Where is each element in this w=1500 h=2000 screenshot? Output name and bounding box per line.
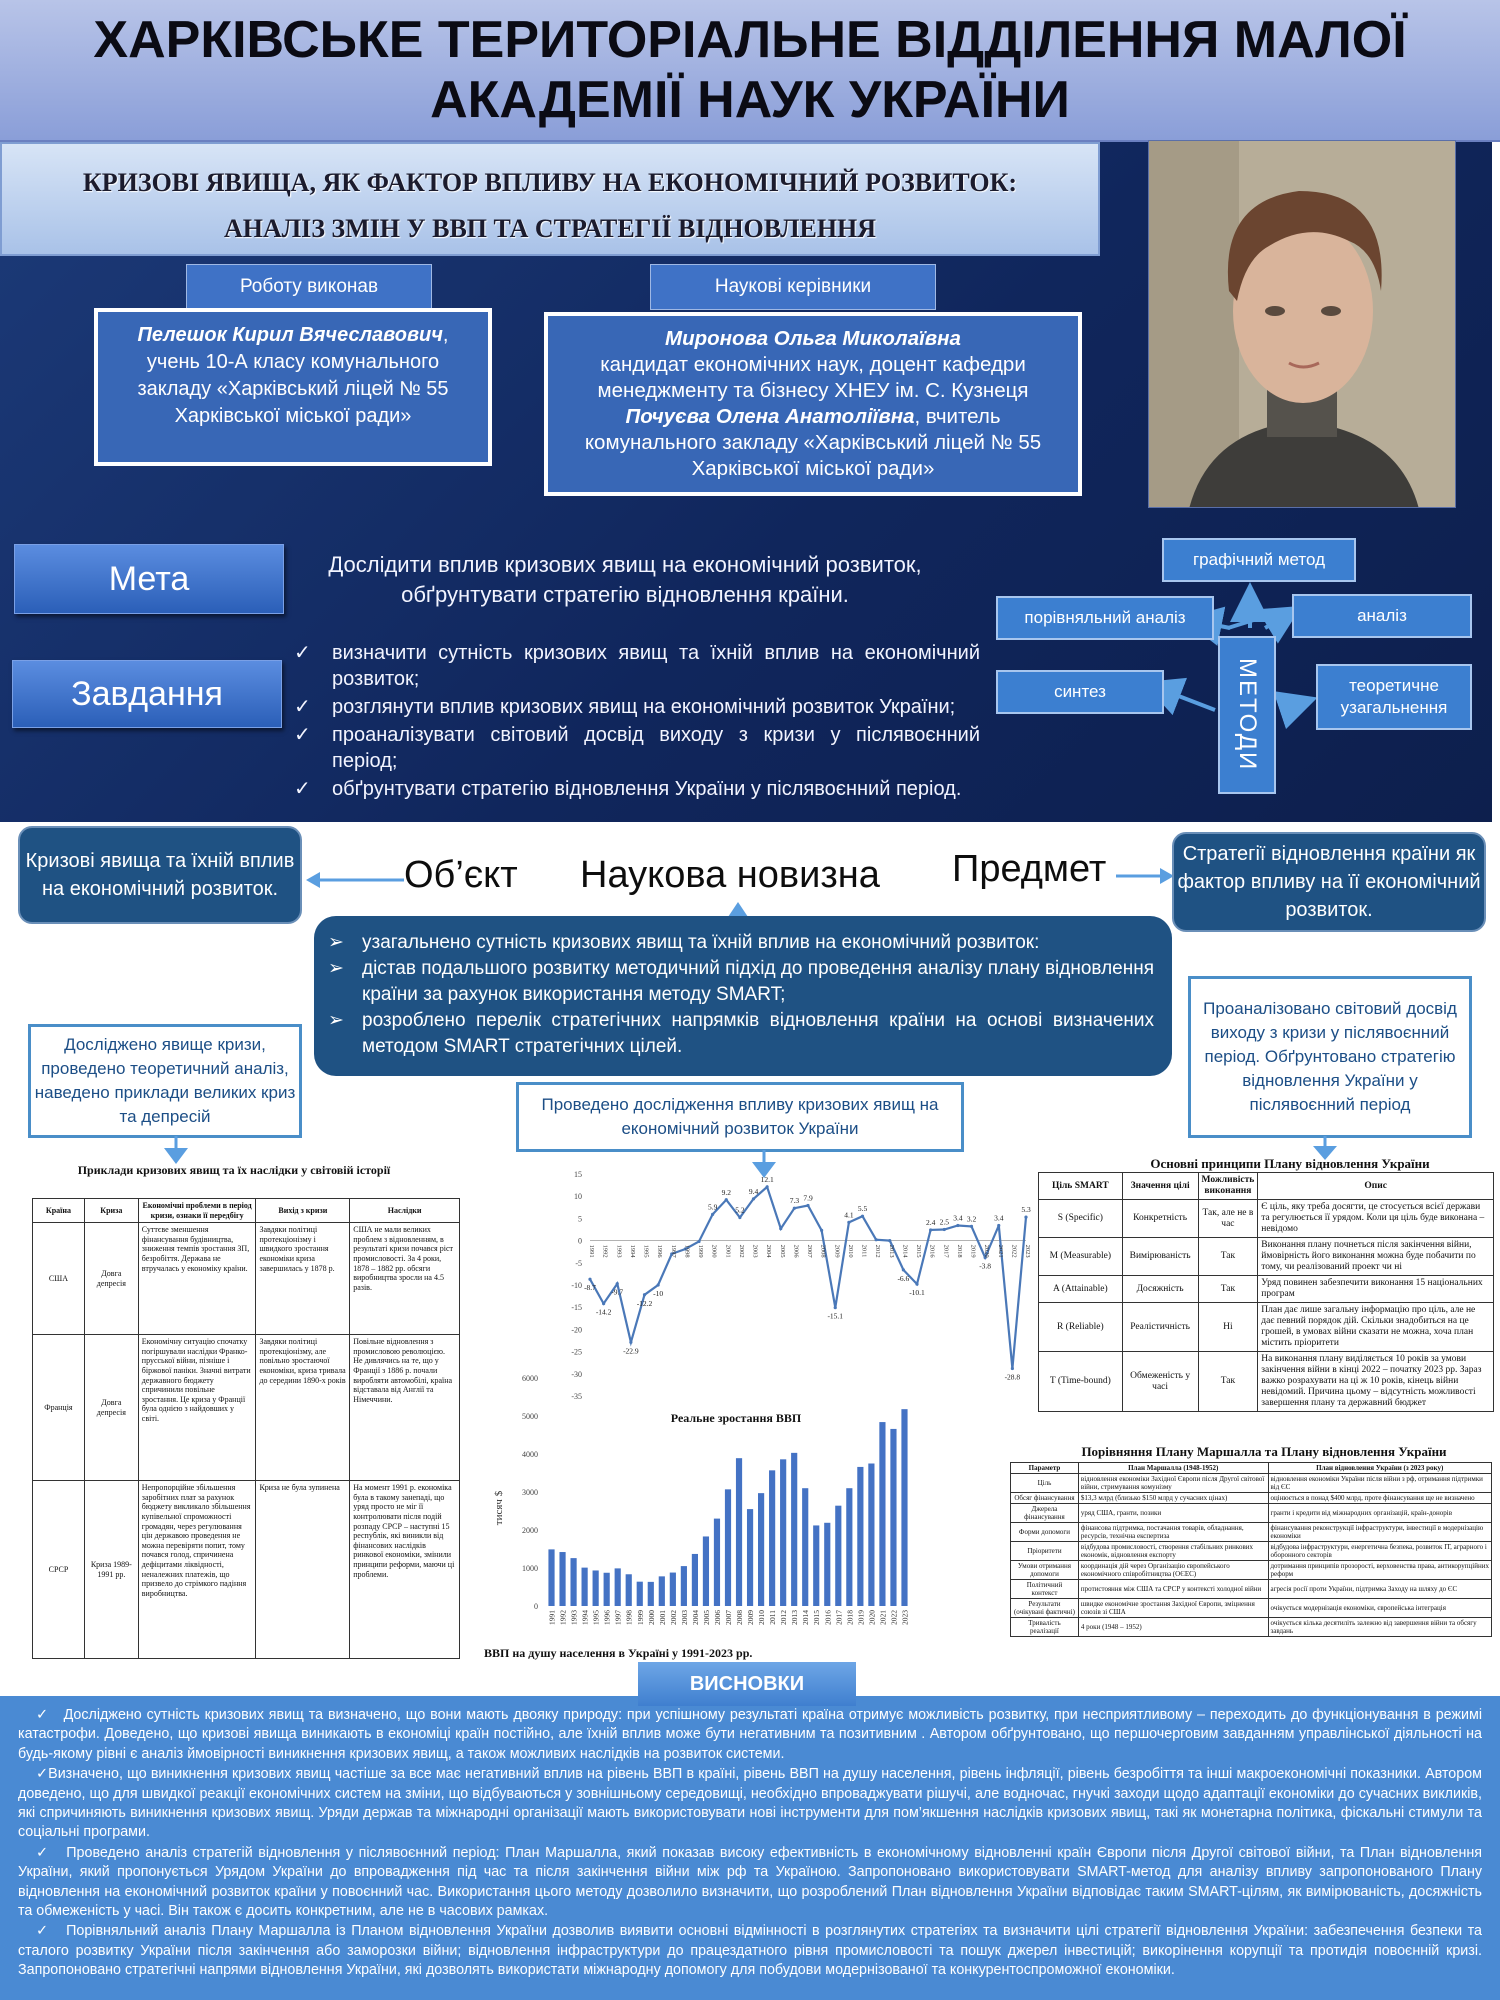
bar <box>714 1519 720 1606</box>
supervisor-2-name: Почуєва Олена Анатоліївна <box>625 405 915 428</box>
bar <box>824 1523 830 1606</box>
bar <box>570 1558 576 1606</box>
finding-left: Досліджено явище кризи, проведено теоретичний аналіз, наведено приклади великих криз та депресій <box>28 1024 302 1138</box>
data-point <box>657 1283 660 1286</box>
x-tick-label: 2001 <box>724 1244 732 1258</box>
x-tick-label: 1996 <box>656 1244 664 1258</box>
data-label: 12.1 <box>760 1174 774 1184</box>
table1-header: Економічні проблеми в період кризи, ознаки її передбігу <box>138 1199 256 1223</box>
x-tick-label: 1991 <box>547 1610 557 1625</box>
conclusion-paragraph: ✓ Порівняльний аналіз Плану Маршалла із Планом відновлення України дозволив виявити основні відмінності в розглянутих стратегіях та визначити цілі стратегії відновлення України: забезпечення безпеки та сталого розвитку України після закінчення або заморозки війни; відновлення інфраструктури до працездатного рівня промисловості та пошук джерел інвестицій; викорінення корупції та протидія повоєнній кризі. Запропоновано стратегічні напрями відновлення України, які дозволять використати міжнародну допомогу для побудови модернізованої та конкурентоспроможної економіки. <box>18 1923 1482 1979</box>
y-tick-label: 1000 <box>522 1564 538 1573</box>
data-point <box>834 1306 837 1309</box>
y-tick-label: 4000 <box>522 1450 538 1459</box>
method-analysis: аналіз <box>1292 594 1472 638</box>
y-tick-label: 5 <box>578 1214 582 1224</box>
data-label: -9.7 <box>611 1287 624 1297</box>
bar <box>769 1470 775 1606</box>
data-label: -22.9 <box>623 1346 639 1356</box>
data-label: -10.1 <box>909 1288 925 1298</box>
object-word: Об’єкт <box>404 854 518 896</box>
x-tick-label: 1999 <box>635 1610 645 1625</box>
x-tick-label: 2018 <box>955 1244 963 1258</box>
table-row: Тривалість реалізації 4 роки (1948 – 1952) очікується кілька десятиліть залежно від завершення війни та обсягу завдань <box>1011 1618 1492 1637</box>
data-point <box>970 1225 973 1228</box>
data-point <box>929 1228 932 1231</box>
table-row: R (Reliable) Реалістичність Ні План дає лише загальну інформацію про ціль, але не дає певний порядок дій. Скільки знадобиться на це грошей, в умовах війни сказати не можна, хоча план містить пріоритети <box>1039 1303 1494 1352</box>
x-tick-label: 2016 <box>823 1610 833 1625</box>
x-tick-label: 2013 <box>790 1610 800 1625</box>
x-tick-label: 2006 <box>712 1610 722 1625</box>
table-row: Форми допомоги фінансова підтримка, постачання товарів, обладнання, ресурсів, технічна експертиза фінансування реконструкції інфраструктури, інвестиції в модернізацію економіки <box>1011 1523 1492 1542</box>
x-tick-label: 1993 <box>615 1244 623 1258</box>
x-tick-label: 2007 <box>806 1244 813 1258</box>
x-tick-label: 2010 <box>846 1244 854 1258</box>
x-tick-label: 2015 <box>812 1610 822 1625</box>
data-label: -8.7 <box>584 1283 596 1293</box>
bar <box>615 1568 621 1606</box>
x-tick-label: 2019 <box>969 1244 977 1258</box>
conclusions <box>0 1696 1500 2000</box>
table3 <box>1010 1462 1492 1637</box>
data-label: -28.8 <box>1004 1372 1021 1382</box>
bar <box>593 1570 599 1606</box>
task-item: ✓ проаналізувати світовий досвід виходу з кризи у післявоєнний період; <box>294 724 980 772</box>
topic-box <box>0 142 1100 256</box>
x-tick-label: 1997 <box>613 1610 623 1625</box>
subject-arrow <box>1114 862 1174 890</box>
data-point <box>1024 1215 1027 1218</box>
conclusion-paragraph: ✓ Проведено аналіз стратегій відновлення у післявоєнний період: План Маршалла, який показав високу ефективність в економічному відновленні країн Європи після Другої світової війни, та План відновлення України, який пропонується Урядом України до впровадження під час та після закінчення війни між рф та Україною. Запропоновано використовувати SMART-метод для аналізу впливу запропонованого Плану відновлення на економічний розвиток країни у повоєнний час. Використання цього методу дозволило визначити, що розроблений План відновлення України відповідає таким SMART-цілям, як вимірюваність, досяжність та обмеженість у часі. Він також є досить конкретним, але не в часових рамках. <box>18 1844 1482 1920</box>
bar <box>901 1409 907 1606</box>
object-box: Кризові явища та їхній вплив на економічний розвиток. <box>18 826 302 924</box>
y-axis-label: тисяч $ <box>493 1490 505 1526</box>
author-desc: , учень 10-А класу комунального закладу «Харківський ліцей № 55 Харківської міської ради» <box>137 324 449 427</box>
table-row: Умови отримання допомоги координація дій через Організацію європейського економічного співробітництва (ОЄЕС) дотримання принципів прозорості, верховенства права, антикорупційних реформ <box>1011 1561 1492 1580</box>
data-label: -14.2 <box>595 1307 612 1317</box>
data-point <box>943 1228 946 1231</box>
table1 <box>32 1198 460 1659</box>
data-label: 5.2 <box>735 1205 745 1215</box>
supervisor-1-name: Миронова Ольга Миколаївна <box>665 327 961 350</box>
data-label: -10 <box>653 1289 664 1298</box>
y-tick-label: -10 <box>571 1281 582 1290</box>
x-tick-label: 2013 <box>887 1244 895 1258</box>
table3-title: Порівняння Плану Маршалла та Плану відновлення України <box>1081 1444 1447 1459</box>
table3-header: План відновлення України (з 2023 року) <box>1268 1463 1492 1474</box>
data-label: 9.4 <box>748 1186 759 1196</box>
x-tick-label: 2021 <box>878 1610 888 1625</box>
author-label: Роботу виконав <box>186 264 432 310</box>
marshall-plan-table <box>1010 1462 1492 1637</box>
topic-line-1: КРИЗОВІ ЯВИЩА, ЯК ФАКТОР ВПЛИВУ НА ЕКОНОМІЧНИЙ РОЗВИТОК: <box>82 168 1018 197</box>
table1-header: Країна <box>33 1199 85 1223</box>
data-label: 3.2 <box>966 1214 977 1224</box>
bar <box>868 1464 874 1607</box>
task-item: ✓ визначити сутність кризових явищ та їхній вплив на економічний розвиток; <box>294 642 980 690</box>
data-point <box>588 1278 591 1281</box>
y-tick-label: -25 <box>571 1347 582 1357</box>
portrait-image <box>1149 141 1456 508</box>
data-label: 9.2 <box>721 1187 731 1197</box>
data-point <box>915 1283 918 1286</box>
x-tick-label: 2009 <box>833 1244 841 1258</box>
table-row: A (Attainable) Досяжність Так Уряд повинен забезпечити виконання 15 національних програм <box>1039 1276 1494 1303</box>
data-point <box>820 1229 823 1232</box>
arrow-bullet-icon: ➢ <box>328 958 344 979</box>
table-row: Франція Довга депресія Економічну ситуацію спочатку погіршували наслідки Франко-прусської війни, пізніше і біржової паніки. Значні витрати державного бюджету спричинили повільне зростання. Це криза у Франції була однією з найдовших у світі. Завдяки політиці протекціонізму, але повільно зростаючої економіки, криза тривала до середини 1890-х років Повільне відновлення з промисловою революцією. Не дивлячись на те, що у Франції з 1886 р. почали виробляти автомобілі, країна відставала від Англії та Німеччини. <box>33 1335 460 1481</box>
table-row: Результати (очікувані фактичні) швидке економічне зростання Західної Європи, зміцнення союзів зі США очікується модернізація економіки, європейська інтеграція <box>1011 1599 1492 1618</box>
table1-header: Наслідки <box>350 1199 460 1223</box>
table-row: M (Measurable) Вимірюваність Так Виконання плану почнеться після закінчення війни, ймовірність його виконання можна буде побачити по тому, чи реалізований проект чи ні <box>1039 1238 1494 1276</box>
data-point <box>888 1239 891 1242</box>
tasks-label: Завдання <box>12 660 282 728</box>
gdp-per-capita-bar-chart <box>486 1370 918 1648</box>
x-tick-label: 2003 <box>679 1610 689 1625</box>
x-tick-label: 1994 <box>580 1610 590 1625</box>
data-point <box>602 1302 605 1305</box>
data-point <box>902 1268 905 1271</box>
x-tick-label: 1993 <box>569 1610 579 1625</box>
table1-header: Криза <box>84 1199 138 1223</box>
x-tick-label: 2014 <box>901 1244 909 1258</box>
check-icon: ✓ <box>36 1923 50 1940</box>
data-label: 5.3 <box>1021 1205 1031 1215</box>
x-tick-label: 1996 <box>602 1610 612 1625</box>
data-point <box>806 1204 809 1207</box>
arrow-bullet-icon: ➢ <box>328 1010 344 1031</box>
bar <box>703 1536 709 1606</box>
table3-header: Параметр <box>1011 1463 1079 1474</box>
y-tick-label: -35 <box>571 1392 582 1401</box>
y-tick-label: 2000 <box>522 1526 538 1535</box>
x-tick-label: 1991 <box>588 1244 595 1258</box>
y-tick-label: 0 <box>534 1602 538 1611</box>
novelty-item: ➢ розроблено перелік стратегічних напрямків відновлення країни на основі визначених методом SMART стратегічних цілей. <box>328 1008 1154 1060</box>
bar <box>780 1459 786 1606</box>
x-tick-label: 2002 <box>737 1244 745 1258</box>
bar <box>559 1552 565 1606</box>
subject-box: Стратегії відновлення країни як фактор впливу на її економічний розвиток. <box>1172 832 1486 932</box>
data-label: -15.1 <box>827 1311 844 1321</box>
novelty-box <box>314 916 1172 1076</box>
bar <box>879 1422 885 1606</box>
data-point <box>861 1215 864 1218</box>
x-tick-label: 2007 <box>724 1610 733 1625</box>
data-point <box>793 1207 796 1210</box>
novelty-title: Наукова новизна <box>580 854 880 896</box>
tasks-list <box>294 640 980 806</box>
subject-word: Предмет <box>952 848 1107 890</box>
novelty-item: ➢ узагальнено сутність кризових явищ та їхній вплив на економічний розвиток: <box>328 930 1154 956</box>
data-label: 3.4 <box>994 1213 1004 1223</box>
data-label: 4.1 <box>844 1210 854 1220</box>
y-tick-label: 15 <box>574 1170 582 1179</box>
bar <box>637 1582 643 1606</box>
data-label: 7.9 <box>803 1193 813 1203</box>
x-tick-label: 2012 <box>779 1610 789 1625</box>
table-row: Ціль відновлення економіки Західної Європи після Другої світової війни, стримування комунізму відновлення економіки України після війни з рф, отримання підтримки від ЄС <box>1011 1474 1492 1493</box>
x-tick-label: 1998 <box>683 1244 691 1258</box>
data-point <box>956 1224 959 1227</box>
bar <box>736 1458 742 1606</box>
x-tick-label: 2022 <box>1010 1244 1018 1258</box>
bar <box>725 1489 731 1606</box>
x-tick-label: 2005 <box>701 1610 711 1625</box>
table-row: СРСР Криза 1989-1991 рр. Непропорційне збільшення заробітних плат за рахунок бюджету викликало збільшення купівельної спроможності громадян, через регулювання цін державою проведення не можна перевіряти попит, тому почався голод, спричинена дефіцитами ліквідності, неналежних платежів, що призвело до стрімкого падіння виробництва. Криза не була зупинена На момент 1991 р. економіка була в такому занепаді, що уряд просто не міг її контролювати після подій розпаду СРСР – наступні 15 республік, які виникли від фінансових наслідків ринкової економіки, змінили принципи реформи, маючи ці проблеми. <box>33 1481 460 1659</box>
table3-header: План Маршалла (1948-1952) <box>1078 1463 1268 1474</box>
bar-chart-title: Реальне зростання ВВП <box>670 1411 802 1425</box>
table-row: США Довга депресія Суттєве зменшення фінансування будівництва, зниження темпів зростання ЗП, безробіття. Держава не втручалась у економіку країни. Завдяки політиці протекціонізму і швидкого зростання економіки криза завершилась у 1878 р. США не мали великих проблем з відновленням, в результаті кризи почався ріст промисловості. За 4 роки, 1878 – 1882 рр. обсяги виробництва зросли на 4.5 разів. <box>33 1223 460 1335</box>
arrow-bullet-icon: ➢ <box>328 932 344 953</box>
x-tick-label: 1997 <box>669 1244 677 1258</box>
novelty-item: ➢ дістав подальшого розвитку методичний підхід до проведення аналізу плану відновлення країни за рахунок використання методу SMART; <box>328 956 1154 1008</box>
check-icon: ✓ <box>294 724 311 746</box>
header <box>0 0 1500 142</box>
conclusions-label: ВИСНОВКИ <box>638 1662 856 1706</box>
data-label: 5.5 <box>857 1204 868 1214</box>
bar <box>791 1453 797 1606</box>
conclusion-paragraph: ✓Визначено, що виникнення кризових явищ частіше за все має негативний вплив на рівень ВВП в країні, рівень ВВП на душу населення, рівень інфляції, рівень безробіття та інші макроекономічні показники. Автором доведено, що для швидкої реакції економічних систем на зміни, що відбуваються у зовнішньому середовищі, необхідно впроваджувати рішучі, але водночас, гнучкі заходи щодо адаптації економіки до сучасних викликів, які спричиняють виникнення кризових явищ. Уряди держав та міжнародні організації мають використовувати нові інструменти для пом’якшення наслідків кризових явищ, такі як монетарна політика, фіскальні стимули та соціальні програми. <box>18 1766 1482 1841</box>
bar <box>681 1566 687 1606</box>
bar <box>659 1576 665 1606</box>
check-icon: ✓ <box>36 1766 49 1783</box>
method-graphic: графічний метод <box>1162 538 1356 582</box>
author-name: Пелешок Кирил Вячеславович <box>137 324 443 346</box>
bar <box>846 1488 852 1606</box>
supervisors-label: Наукові керівники <box>650 264 936 310</box>
data-point <box>616 1282 619 1285</box>
table-row: T (Time-bound) Обмеженість у часі Так На виконання плану виділяється 10 років за умови закінчення війни в кінці 2022 – початку 2023 рр. Зараз важко розрахувати на ці ж 10 років, кінець війни невідомий. Причина цьому – відсутність можливості завершення плану та державний бюджет <box>1039 1352 1494 1412</box>
x-tick-label: 2004 <box>765 1244 773 1258</box>
x-tick-label: 2017 <box>834 1610 844 1625</box>
table2 <box>1038 1172 1494 1412</box>
task-item: ✓ обґрунтувати стратегію відновлення України у післявоєнний період. <box>294 778 962 800</box>
x-tick-label: 2015 <box>915 1244 922 1258</box>
bar-chart-caption: ВВП на душу населення в Україні у 1991-2023 рр. <box>484 1646 753 1660</box>
finding-center: Проведено дослідження впливу кризових явищ на економічний розвиток України <box>516 1082 964 1152</box>
data-label: 5.9 <box>707 1202 718 1212</box>
x-tick-label: 2006 <box>792 1244 800 1258</box>
x-tick-label: 2004 <box>690 1610 700 1625</box>
x-tick-label: 2010 <box>757 1610 767 1625</box>
data-label: 2.5 <box>939 1217 949 1227</box>
y-tick-label: -5 <box>575 1258 582 1268</box>
table2-header: Значення цілі <box>1122 1173 1198 1200</box>
x-tick-label: 2017 <box>942 1244 950 1258</box>
data-point <box>711 1213 714 1216</box>
x-tick-label: 2002 <box>668 1610 678 1625</box>
check-icon: ✓ <box>36 1844 50 1861</box>
y-tick-label: 3000 <box>522 1488 538 1497</box>
table1-header: Вихід з кризи <box>256 1199 350 1223</box>
data-label: -6.6 <box>897 1273 910 1283</box>
author-box <box>94 308 492 466</box>
x-tick-label: 2012 <box>874 1244 882 1258</box>
data-label: -3.8 <box>979 1261 992 1271</box>
smart-table <box>1038 1172 1494 1412</box>
data-point <box>643 1293 646 1296</box>
data-label: 7.3 <box>789 1196 800 1206</box>
x-tick-label: 2011 <box>768 1610 778 1625</box>
bar <box>835 1506 841 1606</box>
x-tick-label: 2008 <box>819 1244 827 1258</box>
goal-text: Дослідити вплив кризових явищ на економічний розвиток, обґрунтувати стратегію відновлення країни. <box>328 552 922 607</box>
data-point <box>629 1341 632 1344</box>
bar <box>747 1509 753 1606</box>
data-point <box>738 1216 741 1219</box>
x-tick-label: 2014 <box>801 1610 811 1625</box>
bar <box>857 1467 863 1606</box>
bar <box>670 1573 676 1606</box>
x-tick-label: 1995 <box>642 1244 650 1258</box>
table2-header: Ціль SMART <box>1039 1173 1123 1200</box>
bar <box>813 1525 819 1606</box>
data-point <box>752 1197 755 1200</box>
x-tick-label: 1995 <box>591 1610 601 1625</box>
data-label: -12.2 <box>636 1298 653 1308</box>
author-photo <box>1148 140 1456 508</box>
y-tick-label: -15 <box>571 1303 582 1313</box>
check-icon: ✓ <box>36 1707 49 1723</box>
data-point <box>697 1240 700 1243</box>
object-arrow <box>306 866 406 894</box>
table2-header: Опис <box>1258 1173 1494 1200</box>
x-tick-label: 1998 <box>624 1610 634 1625</box>
x-tick-label: 2005 <box>778 1244 786 1258</box>
table-row: Джерела фінансування уряд США, гранти, позики гранти і кредити від міжнародних організацій, країн-донорів <box>1011 1504 1492 1523</box>
table2-header: Можливість виконання <box>1198 1173 1258 1200</box>
data-point <box>779 1227 782 1230</box>
data-point <box>1011 1367 1014 1370</box>
x-tick-label: 2023 <box>900 1610 910 1625</box>
y-tick-label: -30 <box>571 1369 582 1379</box>
y-tick-label: 5000 <box>522 1412 538 1421</box>
table-row: Пріоритети відбудова промисловості, створення стабільних ринкових економік, відновлення експорту відбудова інфраструктури, енергетична безпека, розвиток ІТ, аграрного і оборонного секторів <box>1011 1542 1492 1561</box>
bar <box>548 1549 554 1606</box>
bar <box>758 1493 764 1606</box>
header-title: ХАРКІВСЬКЕ ТЕРИТОРІАЛЬНЕ ВІДДІЛЕННЯ МАЛОЇ АКАДЕМІЇ НАУК УКРАЇНИ <box>93 11 1407 129</box>
goal-label: Мета <box>14 544 284 614</box>
x-tick-label: 1994 <box>628 1244 636 1258</box>
data-point <box>847 1221 850 1224</box>
finding-left-arrow <box>152 1136 202 1166</box>
x-tick-label: 1992 <box>601 1244 609 1258</box>
methods-label: МЕТОДИ <box>1218 636 1276 794</box>
x-tick-label: 2020 <box>867 1610 877 1625</box>
x-tick-label: 2009 <box>746 1610 756 1625</box>
x-tick-label: 2018 <box>845 1610 855 1625</box>
supervisors-box <box>544 312 1082 496</box>
table-row: Політичний контекст протистояння між США та СРСР у контексті холодної війни агресія росії проти України, підтримка Заходу на шляху до ЄС <box>1011 1580 1492 1599</box>
bar <box>890 1429 896 1606</box>
data-point <box>725 1198 728 1201</box>
table-row: Обсяг фінансування $13,3 млрд (близько $150 млрд у сучасних цінах) оцінюється в понад $400 млрд, проте фінансування ще не визначено <box>1011 1493 1492 1504</box>
y-tick-label: 10 <box>574 1192 582 1202</box>
method-comparative: порівняльний аналіз <box>996 596 1214 640</box>
data-label: 3.4 <box>953 1213 963 1223</box>
x-tick-label: 2019 <box>856 1610 866 1625</box>
topic-line-2: АНАЛІЗ ЗМІН У ВВП ТА СТРАТЕГІЇ ВІДНОВЛЕННЯ <box>223 214 877 243</box>
x-tick-label: 2021 <box>996 1244 1004 1258</box>
bar <box>604 1573 610 1606</box>
x-tick-label: 2000 <box>710 1244 718 1258</box>
x-tick-label: 1999 <box>697 1244 704 1258</box>
x-tick-label: 1992 <box>558 1610 568 1625</box>
crisis-table <box>32 1198 460 1659</box>
x-tick-label: 2000 <box>646 1610 656 1625</box>
supervisor-2-desc: , вчитель комунального закладу «Харківський ліцей № 55 Харківської міської ради» <box>584 405 1042 480</box>
finding-right: Проаналізовано світовий досвід виходу з кризи у післявоєнний період. Обґрунтовано стратегію відновлення України у післявоєнний період <box>1188 976 1472 1138</box>
method-synthesis: синтез <box>996 670 1164 714</box>
y-tick-label: 6000 <box>522 1374 538 1383</box>
x-tick-label: 2022 <box>889 1610 899 1625</box>
bar <box>626 1574 632 1606</box>
table-row: S (Specific) Конкретність Так, але не в час Є ціль, яку треба досягти, це стосується всієї держави та регулюється її урядом. Коли ця ціль буде виконана – невідомо <box>1039 1200 1494 1238</box>
bar <box>802 1488 808 1606</box>
check-icon: ✓ <box>294 778 311 800</box>
x-tick-label: 2020 <box>983 1244 991 1258</box>
y-tick-label: -20 <box>571 1325 582 1335</box>
check-icon: ✓ <box>294 642 311 664</box>
y-tick-label: 0 <box>578 1236 582 1246</box>
bar <box>692 1554 698 1606</box>
data-point <box>766 1185 769 1188</box>
x-tick-label: 2008 <box>735 1610 745 1625</box>
bar <box>648 1582 654 1606</box>
data-label: 2.4 <box>925 1217 936 1227</box>
conclusion-paragraph: ✓ Досліджено сутність кризових явищ та визначено, що вони мають двояку природу: при успішному результаті країна отримує можливість розвитку, при несприятливому – переходить до функціонування в режимі катастрофи. Доведено, що кризові явища виникають в економіці країн постійно, але їхній вплив може бути негативним та позитивним . Автором обґрунтовано, що першочерговим завданням управлінської діяльності на будь-якому рівні є аналіз ймовірності виникнення кризових явищ, а також можливих наслідків на розвиток системи. <box>18 1707 1483 1762</box>
x-tick-label: 2023 <box>1024 1244 1031 1258</box>
x-tick-label: 2011 <box>860 1244 868 1258</box>
x-tick-label: 2001 <box>657 1610 667 1625</box>
x-tick-label: 2003 <box>751 1244 759 1258</box>
bar <box>582 1568 588 1606</box>
table1-title: Приклади кризових явищ та їх наслідки у світовій історії <box>77 1163 391 1177</box>
data-point <box>997 1224 1000 1227</box>
task-item: ✓ розглянути вплив кризових явищ на економічний розвиток України; <box>294 696 956 718</box>
method-theoretical: теоретичне узагальнення <box>1316 664 1472 730</box>
check-icon: ✓ <box>294 696 311 718</box>
data-point <box>875 1238 878 1241</box>
table2-title: Основні принципи Плану відновлення України <box>1150 1156 1430 1171</box>
supervisor-1-desc: кандидат економічних наук, доцент кафедри менеджменту та бізнесу ХНЕУ ім. С. Кузнеця <box>597 353 1029 402</box>
x-tick-label: 2016 <box>928 1244 936 1258</box>
